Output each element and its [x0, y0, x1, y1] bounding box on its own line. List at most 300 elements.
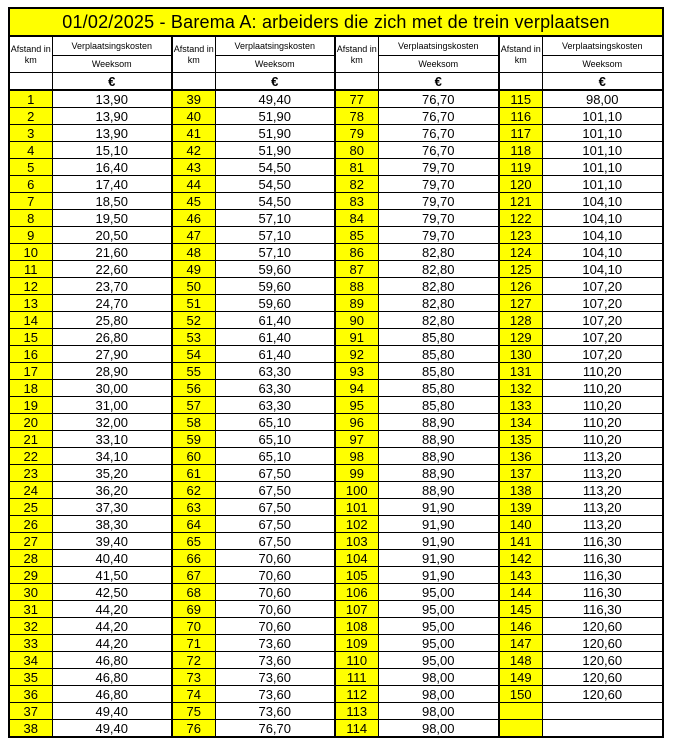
weeksom-value-cell: 41,50: [52, 567, 172, 584]
distance-km-cell: 100: [335, 482, 378, 499]
weeksom-value-cell: 107,20: [542, 278, 663, 295]
distance-km-cell: 77: [335, 90, 378, 108]
distance-km-cell: 43: [172, 159, 215, 176]
distance-km-cell: 133: [499, 397, 542, 414]
distance-km-cell: 126: [499, 278, 542, 295]
weeksom-value-cell: 57,10: [215, 227, 335, 244]
weeksom-value-cell: 44,20: [52, 618, 172, 635]
weeksom-value-cell: 19,50: [52, 210, 172, 227]
weeksom-value-cell: 95,00: [378, 635, 499, 652]
distance-km-cell: 101: [335, 499, 378, 516]
distance-km-cell: 131: [499, 363, 542, 380]
weeksom-value-cell: 54,50: [215, 176, 335, 193]
afstand-header-spacer: [499, 73, 542, 91]
distance-km-cell: 47: [172, 227, 215, 244]
weeksom-value-cell: 49,40: [52, 703, 172, 720]
distance-km-cell: 117: [499, 125, 542, 142]
distance-km-cell: 70: [172, 618, 215, 635]
weeksom-value-cell: 46,80: [52, 652, 172, 669]
weeksom-value-cell: 73,60: [215, 703, 335, 720]
distance-km-cell: 74: [172, 686, 215, 703]
distance-km-cell: 103: [335, 533, 378, 550]
page-title: 01/02/2025 - Barema A: arbeiders die zich met de trein verplaatsen: [9, 8, 663, 36]
distance-km-cell: 138: [499, 482, 542, 499]
distance-km-cell: 22: [9, 448, 52, 465]
distance-km-cell: 27: [9, 533, 52, 550]
distance-km-cell: 16: [9, 346, 52, 363]
weeksom-value-cell: 95,00: [378, 584, 499, 601]
distance-km-cell: 42: [172, 142, 215, 159]
distance-km-cell: 30: [9, 584, 52, 601]
table-row: [9, 159, 663, 176]
distance-km-cell: 91: [335, 329, 378, 346]
verplaatsingskosten-header: Verplaatsingskosten: [542, 36, 663, 56]
weeksom-value-cell: 23,70: [52, 278, 172, 295]
distance-km-cell: 82: [335, 176, 378, 193]
weeksom-value-cell: 57,10: [215, 210, 335, 227]
weeksom-value-cell: 13,90: [52, 90, 172, 108]
weeksom-value-cell: 18,50: [52, 193, 172, 210]
weeksom-value-cell: 70,60: [215, 550, 335, 567]
weeksom-value-cell: 101,10: [542, 108, 663, 125]
weeksom-value-cell: 107,20: [542, 329, 663, 346]
distance-km-cell: 63: [172, 499, 215, 516]
distance-km-cell: 21: [9, 431, 52, 448]
weeksom-value-cell: 79,70: [378, 210, 499, 227]
weeksom-value-cell: [542, 720, 663, 738]
weeksom-value-cell: 37,30: [52, 499, 172, 516]
distance-km-cell: 140: [499, 516, 542, 533]
distance-km-cell: 119: [499, 159, 542, 176]
weeksom-value-cell: 67,50: [215, 499, 335, 516]
weeksom-value-cell: 15,10: [52, 142, 172, 159]
distance-km-cell: 56: [172, 380, 215, 397]
distance-km-cell: 37: [9, 703, 52, 720]
distance-km-cell: 106: [335, 584, 378, 601]
weeksom-value-cell: 95,00: [378, 618, 499, 635]
weeksom-value-cell: 70,60: [215, 618, 335, 635]
distance-km-cell: 102: [335, 516, 378, 533]
distance-km-cell: 147: [499, 635, 542, 652]
weeksom-value-cell: 110,20: [542, 363, 663, 380]
distance-km-cell: 54: [172, 346, 215, 363]
distance-km-cell: 18: [9, 380, 52, 397]
distance-km-cell: 93: [335, 363, 378, 380]
distance-km-cell: 3: [9, 125, 52, 142]
weeksom-value-cell: 91,90: [378, 567, 499, 584]
table-row: [9, 312, 663, 329]
table-row: [9, 618, 663, 635]
distance-km-cell: 73: [172, 669, 215, 686]
afstand-header-spacer: [172, 73, 215, 91]
weeksom-value-cell: 88,90: [378, 431, 499, 448]
weeksom-value-cell: 20,50: [52, 227, 172, 244]
distance-km-cell: 75: [172, 703, 215, 720]
distance-km-cell: 141: [499, 533, 542, 550]
table-row: [9, 414, 663, 431]
weeksom-value-cell: 79,70: [378, 159, 499, 176]
distance-km-cell: 96: [335, 414, 378, 431]
table-row: [9, 431, 663, 448]
distance-km-cell: 23: [9, 465, 52, 482]
weeksom-value-cell: 59,60: [215, 295, 335, 312]
weeksom-header: Weeksom: [378, 56, 499, 73]
distance-km-cell: 64: [172, 516, 215, 533]
distance-km-cell: 14: [9, 312, 52, 329]
weeksom-value-cell: 113,20: [542, 482, 663, 499]
distance-km-cell: 40: [172, 108, 215, 125]
weeksom-value-cell: 116,30: [542, 533, 663, 550]
distance-km-cell: 130: [499, 346, 542, 363]
table-row: [9, 329, 663, 346]
weeksom-value-cell: 73,60: [215, 669, 335, 686]
weeksom-value-cell: 91,90: [378, 550, 499, 567]
weeksom-value-cell: 116,30: [542, 601, 663, 618]
distance-km-cell: 127: [499, 295, 542, 312]
distance-km-cell: 83: [335, 193, 378, 210]
afstand-header: Afstand in km: [172, 36, 215, 73]
weeksom-value-cell: 120,60: [542, 635, 663, 652]
currency-header: €: [378, 73, 499, 91]
weeksom-value-cell: 120,60: [542, 686, 663, 703]
weeksom-value-cell: 113,20: [542, 499, 663, 516]
distance-km-cell: 4: [9, 142, 52, 159]
distance-km-cell: 71: [172, 635, 215, 652]
weeksom-value-cell: 27,90: [52, 346, 172, 363]
table-row: [9, 363, 663, 380]
weeksom-value-cell: 32,00: [52, 414, 172, 431]
weeksom-value-cell: 104,10: [542, 261, 663, 278]
weeksom-value-cell: 110,20: [542, 414, 663, 431]
distance-km-cell: 66: [172, 550, 215, 567]
weeksom-value-cell: 65,10: [215, 448, 335, 465]
distance-km-cell: 8: [9, 210, 52, 227]
distance-km-cell: 11: [9, 261, 52, 278]
table-row: [9, 601, 663, 618]
distance-km-cell: 38: [9, 720, 52, 738]
weeksom-value-cell: 39,40: [52, 533, 172, 550]
distance-km-cell: 72: [172, 652, 215, 669]
weeksom-value-cell: 65,10: [215, 414, 335, 431]
distance-km-cell: 44: [172, 176, 215, 193]
distance-km-cell: 46: [172, 210, 215, 227]
weeksom-value-cell: 88,90: [378, 482, 499, 499]
weeksom-value-cell: 54,50: [215, 193, 335, 210]
weeksom-value-cell: 63,30: [215, 363, 335, 380]
weeksom-value-cell: 116,30: [542, 550, 663, 567]
afstand-header: Afstand in km: [9, 36, 52, 73]
weeksom-value-cell: 22,60: [52, 261, 172, 278]
weeksom-value-cell: 104,10: [542, 244, 663, 261]
weeksom-value-cell: 76,70: [378, 125, 499, 142]
weeksom-value-cell: 91,90: [378, 533, 499, 550]
distance-km-cell: 149: [499, 669, 542, 686]
distance-km-cell: 112: [335, 686, 378, 703]
distance-km-cell: 113: [335, 703, 378, 720]
distance-km-cell: 2: [9, 108, 52, 125]
distance-km-cell: 1: [9, 90, 52, 108]
weeksom-value-cell: 49,40: [52, 720, 172, 738]
distance-km-cell: 118: [499, 142, 542, 159]
weeksom-value-cell: 13,90: [52, 108, 172, 125]
weeksom-value-cell: 70,60: [215, 601, 335, 618]
weeksom-value-cell: 110,20: [542, 380, 663, 397]
weeksom-value-cell: 104,10: [542, 227, 663, 244]
distance-km-cell: 90: [335, 312, 378, 329]
weeksom-value-cell: 70,60: [215, 567, 335, 584]
distance-km-cell: 61: [172, 465, 215, 482]
distance-km-cell: 97: [335, 431, 378, 448]
table-row: [9, 465, 663, 482]
weeksom-value-cell: 67,50: [215, 465, 335, 482]
weeksom-value-cell: 79,70: [378, 193, 499, 210]
distance-km-cell: 67: [172, 567, 215, 584]
weeksom-value-cell: 28,90: [52, 363, 172, 380]
afstand-header: Afstand in km: [499, 36, 542, 73]
distance-km-cell: 114: [335, 720, 378, 738]
weeksom-value-cell: 98,00: [378, 703, 499, 720]
table-row: [9, 278, 663, 295]
weeksom-value-cell: [542, 703, 663, 720]
distance-km-cell: 7: [9, 193, 52, 210]
distance-km-cell: 36: [9, 686, 52, 703]
table-row: [9, 567, 663, 584]
weeksom-value-cell: 51,90: [215, 125, 335, 142]
weeksom-value-cell: 76,70: [378, 108, 499, 125]
weeksom-value-cell: 107,20: [542, 312, 663, 329]
weeksom-value-cell: 76,70: [378, 90, 499, 108]
distance-km-cell: 84: [335, 210, 378, 227]
distance-km-cell: 17: [9, 363, 52, 380]
distance-km-cell: 76: [172, 720, 215, 738]
weeksom-value-cell: 101,10: [542, 142, 663, 159]
distance-km-cell: 120: [499, 176, 542, 193]
distance-km-cell: 139: [499, 499, 542, 516]
distance-km-cell: 28: [9, 550, 52, 567]
distance-km-cell: 29: [9, 567, 52, 584]
distance-km-cell: 111: [335, 669, 378, 686]
weeksom-value-cell: 31,00: [52, 397, 172, 414]
distance-km-cell: 121: [499, 193, 542, 210]
weeksom-value-cell: 104,10: [542, 193, 663, 210]
table-row: [9, 227, 663, 244]
distance-km-cell: 49: [172, 261, 215, 278]
barema-table: [8, 7, 664, 738]
distance-km-cell: 13: [9, 295, 52, 312]
weeksom-value-cell: 107,20: [542, 346, 663, 363]
weeksom-value-cell: 98,00: [542, 90, 663, 108]
table-row: [9, 652, 663, 669]
currency-header: €: [542, 73, 663, 91]
table-row: [9, 448, 663, 465]
distance-km-cell: 34: [9, 652, 52, 669]
table-row: [9, 346, 663, 363]
weeksom-value-cell: 61,40: [215, 329, 335, 346]
distance-km-cell: 60: [172, 448, 215, 465]
table-row: [9, 686, 663, 703]
distance-km-cell: 144: [499, 584, 542, 601]
weeksom-value-cell: 46,80: [52, 669, 172, 686]
distance-km-cell: 78: [335, 108, 378, 125]
table-row: [9, 499, 663, 516]
distance-km-cell: 39: [172, 90, 215, 108]
table-row: [9, 380, 663, 397]
distance-km-cell: 48: [172, 244, 215, 261]
weeksom-value-cell: 113,20: [542, 448, 663, 465]
weeksom-value-cell: 16,40: [52, 159, 172, 176]
weeksom-value-cell: 85,80: [378, 397, 499, 414]
weeksom-value-cell: 65,10: [215, 431, 335, 448]
distance-km-cell: 62: [172, 482, 215, 499]
distance-km-cell: 15: [9, 329, 52, 346]
table-row: [9, 125, 663, 142]
distance-km-cell: 107: [335, 601, 378, 618]
distance-km-cell: 45: [172, 193, 215, 210]
distance-km-cell: 53: [172, 329, 215, 346]
weeksom-value-cell: 61,40: [215, 312, 335, 329]
weeksom-value-cell: 120,60: [542, 652, 663, 669]
distance-km-cell: 65: [172, 533, 215, 550]
table-row: [9, 244, 663, 261]
distance-km-cell: 57: [172, 397, 215, 414]
weeksom-value-cell: 24,70: [52, 295, 172, 312]
weeksom-value-cell: 51,90: [215, 108, 335, 125]
table-row: [9, 193, 663, 210]
weeksom-value-cell: 17,40: [52, 176, 172, 193]
weeksom-value-cell: 91,90: [378, 499, 499, 516]
weeksom-value-cell: 110,20: [542, 431, 663, 448]
distance-km-cell: 108: [335, 618, 378, 635]
distance-km-cell: 52: [172, 312, 215, 329]
table-row: [9, 210, 663, 227]
weeksom-value-cell: 85,80: [378, 380, 499, 397]
table-row: [9, 176, 663, 193]
weeksom-value-cell: 67,50: [215, 533, 335, 550]
distance-km-cell: 105: [335, 567, 378, 584]
table-row: [9, 550, 663, 567]
weeksom-value-cell: 82,80: [378, 244, 499, 261]
weeksom-value-cell: 73,60: [215, 652, 335, 669]
distance-km-cell: 128: [499, 312, 542, 329]
distance-km-cell: 145: [499, 601, 542, 618]
weeksom-value-cell: 82,80: [378, 278, 499, 295]
distance-km-cell: 116: [499, 108, 542, 125]
distance-km-cell: 19: [9, 397, 52, 414]
weeksom-value-cell: 107,20: [542, 295, 663, 312]
weeksom-value-cell: 101,10: [542, 176, 663, 193]
weeksom-value-cell: 63,30: [215, 397, 335, 414]
weeksom-value-cell: 57,10: [215, 244, 335, 261]
weeksom-header: Weeksom: [542, 56, 663, 73]
distance-km-cell: 20: [9, 414, 52, 431]
weeksom-value-cell: 49,40: [215, 90, 335, 108]
distance-km-cell: 115: [499, 90, 542, 108]
distance-km-cell: 99: [335, 465, 378, 482]
weeksom-value-cell: 82,80: [378, 312, 499, 329]
distance-km-cell: 150: [499, 686, 542, 703]
weeksom-value-cell: 25,80: [52, 312, 172, 329]
weeksom-value-cell: 35,20: [52, 465, 172, 482]
weeksom-value-cell: 85,80: [378, 329, 499, 346]
afstand-header-spacer: [335, 73, 378, 91]
weeksom-value-cell: 51,90: [215, 142, 335, 159]
weeksom-value-cell: 85,80: [378, 346, 499, 363]
weeksom-value-cell: 33,10: [52, 431, 172, 448]
table-row: [9, 516, 663, 533]
weeksom-value-cell: 59,60: [215, 278, 335, 295]
verplaatsingskosten-header: Verplaatsingskosten: [215, 36, 335, 56]
weeksom-value-cell: 88,90: [378, 448, 499, 465]
afstand-header: Afstand in km: [335, 36, 378, 73]
distance-km-cell: [499, 703, 542, 720]
distance-km-cell: 94: [335, 380, 378, 397]
distance-km-cell: 146: [499, 618, 542, 635]
weeksom-value-cell: 44,20: [52, 635, 172, 652]
weeksom-value-cell: 79,70: [378, 227, 499, 244]
distance-km-cell: 129: [499, 329, 542, 346]
currency-header: €: [215, 73, 335, 91]
weeksom-value-cell: 120,60: [542, 669, 663, 686]
table-row: [9, 635, 663, 652]
table-row: [9, 703, 663, 720]
distance-km-cell: 10: [9, 244, 52, 261]
weeksom-value-cell: 116,30: [542, 584, 663, 601]
weeksom-value-cell: 73,60: [215, 635, 335, 652]
table-row: [9, 90, 663, 108]
distance-km-cell: 5: [9, 159, 52, 176]
table-row: [9, 533, 663, 550]
distance-km-cell: 68: [172, 584, 215, 601]
weeksom-value-cell: 116,30: [542, 567, 663, 584]
table-row: [9, 397, 663, 414]
weeksom-value-cell: 98,00: [378, 686, 499, 703]
distance-km-cell: 110: [335, 652, 378, 669]
table-row: [9, 669, 663, 686]
weeksom-value-cell: 98,00: [378, 669, 499, 686]
table-row: [9, 482, 663, 499]
weeksom-value-cell: 120,60: [542, 618, 663, 635]
distance-km-cell: 80: [335, 142, 378, 159]
weeksom-value-cell: 34,10: [52, 448, 172, 465]
distance-km-cell: 109: [335, 635, 378, 652]
weeksom-header: Weeksom: [52, 56, 172, 73]
barema-sheet: [8, 7, 664, 738]
weeksom-value-cell: 59,60: [215, 261, 335, 278]
table-body: [9, 90, 663, 737]
table-row: [9, 295, 663, 312]
weeksom-value-cell: 91,90: [378, 516, 499, 533]
distance-km-cell: 25: [9, 499, 52, 516]
weeksom-value-cell: 21,60: [52, 244, 172, 261]
table-row: [9, 720, 663, 738]
weeksom-value-cell: 67,50: [215, 482, 335, 499]
distance-km-cell: 79: [335, 125, 378, 142]
distance-km-cell: 142: [499, 550, 542, 567]
weeksom-value-cell: 36,20: [52, 482, 172, 499]
distance-km-cell: 123: [499, 227, 542, 244]
distance-km-cell: 55: [172, 363, 215, 380]
distance-km-cell: 69: [172, 601, 215, 618]
distance-km-cell: 89: [335, 295, 378, 312]
distance-km-cell: 143: [499, 567, 542, 584]
weeksom-value-cell: 61,40: [215, 346, 335, 363]
table-row: [9, 108, 663, 125]
weeksom-value-cell: 54,50: [215, 159, 335, 176]
weeksom-value-cell: 70,60: [215, 584, 335, 601]
afstand-header-spacer: [9, 73, 52, 91]
distance-km-cell: 124: [499, 244, 542, 261]
weeksom-value-cell: 95,00: [378, 601, 499, 618]
